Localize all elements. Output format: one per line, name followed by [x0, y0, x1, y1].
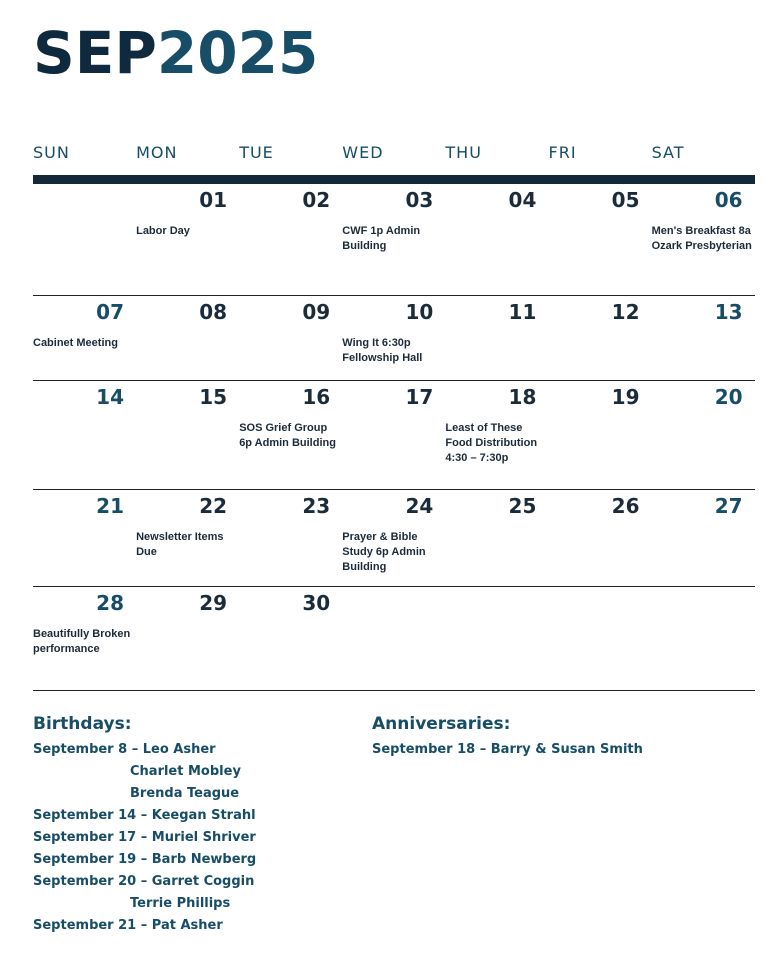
anniversaries-list — [372, 739, 643, 761]
day-number: 13 — [714, 300, 743, 324]
day-cell — [136, 490, 239, 587]
day-number: 05 — [611, 188, 640, 212]
birthday-entry: September 19 – Barb Newberg — [33, 852, 257, 867]
event-text: Newsletter Items Due — [136, 531, 224, 558]
weekday-sun: SUN — [33, 143, 70, 162]
event-text: Least of These Food Distribution 4:30 – 7:30p — [445, 422, 538, 464]
birthdays-list — [33, 739, 256, 937]
day-number: 01 — [199, 188, 228, 212]
day-cell — [239, 490, 342, 587]
day-number: 26 — [611, 494, 640, 518]
day-cell — [239, 587, 342, 690]
day-cell — [33, 184, 136, 296]
day-number: 24 — [405, 494, 434, 518]
day-number: 21 — [96, 494, 124, 518]
day-cell — [549, 381, 652, 490]
weekday-mon: MON — [136, 143, 178, 162]
day-cell — [136, 381, 239, 490]
day-cell — [342, 296, 445, 381]
day-number: 27 — [714, 494, 743, 518]
day-number: 19 — [611, 385, 640, 409]
day-cell — [33, 490, 136, 587]
day-cell — [445, 381, 548, 490]
weekday-sat: SAT — [651, 143, 685, 162]
day-cell — [652, 381, 755, 490]
day-cell — [33, 381, 136, 490]
header-divider — [33, 175, 755, 184]
day-number: 29 — [199, 591, 228, 615]
day-number: 10 — [405, 300, 434, 324]
day-cell — [652, 296, 755, 381]
day-cell — [239, 296, 342, 381]
day-number: 14 — [96, 385, 124, 409]
event-text: Wing It 6:30p Fellowship Hall — [342, 337, 423, 364]
day-cell — [549, 490, 652, 587]
birthday-entry: September 20 – Garret Coggin — [33, 874, 255, 889]
day-cell — [445, 296, 548, 381]
week-divider — [33, 586, 755, 587]
day-cell — [239, 184, 342, 296]
day-number: 17 — [405, 385, 434, 409]
event-text: CWF 1p Admin Building — [342, 225, 421, 252]
day-number: 03 — [405, 188, 434, 212]
weekday-fri: FRI — [548, 143, 577, 162]
day-cell — [342, 184, 445, 296]
day-cell — [239, 381, 342, 490]
week-divider — [33, 380, 755, 381]
day-number: 04 — [508, 188, 537, 212]
day-number: 28 — [96, 591, 124, 615]
title-month: SEP — [33, 19, 157, 87]
event-text: Cabinet Meeting — [33, 337, 118, 349]
day-cell — [136, 296, 239, 381]
day-number: 09 — [302, 300, 331, 324]
event-text: Beautifully Broken performance — [33, 628, 131, 655]
title-year: 2025 — [156, 19, 319, 87]
day-number: 20 — [714, 385, 743, 409]
event-text: SOS Grief Group 6p Admin Building — [239, 422, 336, 449]
day-cell — [549, 184, 652, 296]
day-cell — [445, 490, 548, 587]
event-text: Men's Breakfast 8a Ozark Presbyterian — [651, 225, 752, 252]
day-cell — [445, 587, 548, 690]
day-number: 25 — [508, 494, 537, 518]
birthday-entry: Terrie Phillips — [130, 896, 231, 911]
birthday-entry: September 14 – Keegan Strahl — [33, 808, 256, 823]
weekday-thu: THU — [445, 143, 482, 162]
birthday-entry: Brenda Teague — [130, 786, 240, 801]
day-cell — [652, 184, 755, 296]
weekday-header — [33, 143, 755, 165]
birthday-entry: September 17 – Muriel Shriver — [33, 830, 256, 845]
weekday-wed: WED — [342, 143, 384, 162]
day-number: 11 — [508, 300, 537, 324]
day-number: 23 — [302, 494, 331, 518]
day-number: 15 — [199, 385, 228, 409]
anniversary-entry: September 18 – Barry & Susan Smith — [372, 742, 643, 757]
day-number: 18 — [508, 385, 537, 409]
birthday-entry: September 21 – Pat Asher — [33, 918, 223, 933]
week-divider — [33, 489, 755, 490]
day-number: 12 — [611, 300, 640, 324]
day-cell — [549, 296, 652, 381]
day-cell — [136, 184, 239, 296]
birthday-entry: Charlet Mobley — [130, 764, 241, 779]
day-cell — [652, 587, 755, 690]
event-text: Labor Day — [136, 225, 190, 237]
birthday-entry: September 8 – Leo Asher — [33, 742, 216, 757]
day-cell — [342, 381, 445, 490]
day-cell — [342, 587, 445, 690]
week-divider — [33, 295, 755, 296]
day-number: 30 — [302, 591, 331, 615]
event-text: Prayer & Bible Study 6p Admin Building — [342, 531, 426, 573]
anniversaries-heading: Anniversaries: — [372, 714, 511, 734]
day-number: 22 — [199, 494, 228, 518]
birthdays-heading: Birthdays: — [33, 714, 132, 734]
day-cell — [549, 587, 652, 690]
day-cell — [652, 490, 755, 587]
day-number: 06 — [714, 188, 743, 212]
day-number: 02 — [302, 188, 331, 212]
week-divider — [33, 690, 755, 691]
page-title — [33, 18, 318, 88]
day-number: 16 — [302, 385, 331, 409]
day-number: 07 — [96, 300, 124, 324]
day-cell — [445, 184, 548, 296]
day-number: 08 — [199, 300, 228, 324]
day-cell — [136, 587, 239, 690]
day-cell — [33, 296, 136, 381]
day-cell — [33, 587, 136, 690]
day-cell — [342, 490, 445, 587]
weekday-tue: TUE — [239, 143, 274, 162]
